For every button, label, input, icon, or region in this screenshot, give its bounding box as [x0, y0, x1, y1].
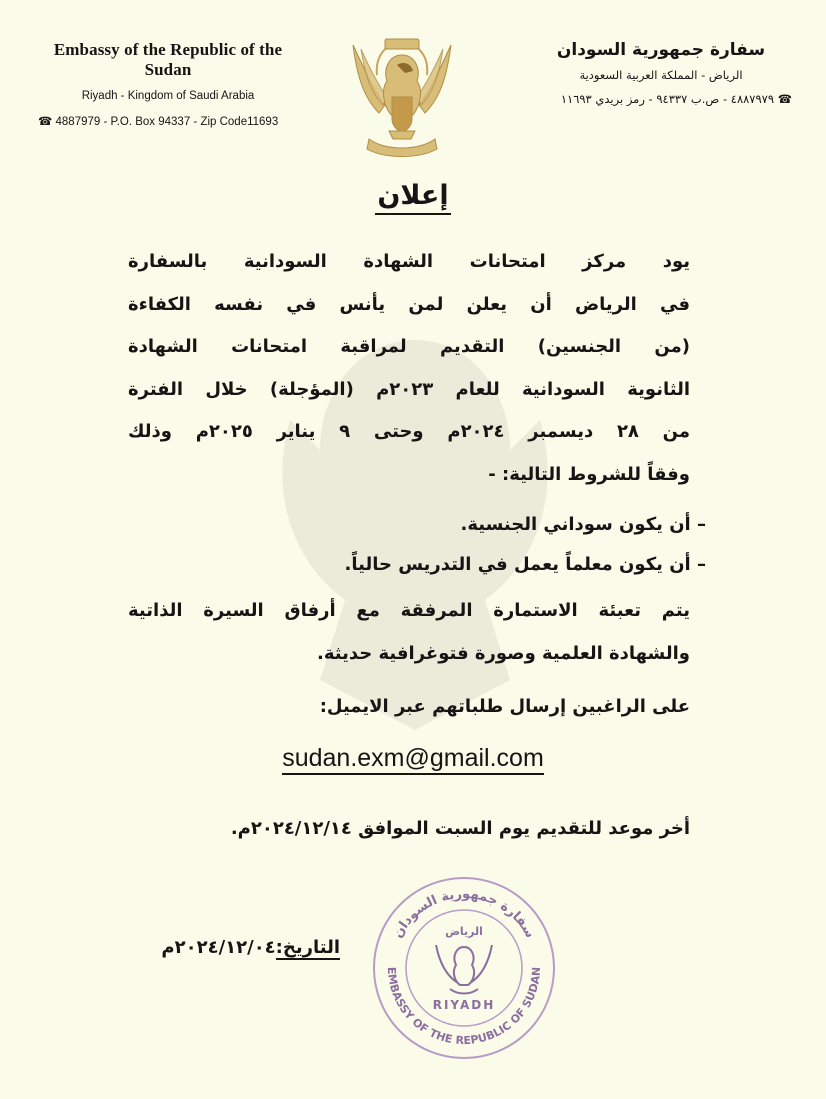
condition-item: – أن يكون سوداني الجنسية. — [460, 514, 706, 535]
announcement-title — [0, 180, 826, 211]
title-text: إعلان — [375, 180, 450, 215]
body-line: يتم تعبئة الاستمارة المرفقة مع أرفاق السيرة الذاتية — [128, 600, 690, 621]
stamp-text-ar: سفارة جمهورية السودان — [390, 886, 538, 941]
deadline-text: أخر موعد للتقديم يوم السبت الموافق ٢٠٢٤/١٢/١٤م. — [230, 818, 690, 839]
email-address[interactable]: sudan.exm@gmail.com — [282, 744, 544, 775]
sudan-emblem-logo — [345, 35, 459, 163]
stamp-city-en: RIYADH — [432, 998, 496, 1012]
embassy-contact-en: ☎ 4887979 - P.O. Box 94337 - Zip Code11693 — [38, 116, 279, 128]
header-arabic — [530, 40, 792, 106]
stamp-city-ar: الرياض — [445, 925, 483, 938]
date-value: ٢٠٢٤/١٢/٠٤م — [161, 937, 276, 958]
announcement-body — [128, 248, 690, 503]
body-line: من ٢٨ ديسمبر ٢٠٢٤م وحتى ٩ يناير ٢٠٢٥م وذلك — [128, 421, 691, 442]
apply-instruction: على الراغبين إرسال طلباتهم عبر الايميل: — [319, 696, 690, 717]
embassy-stamp — [366, 873, 562, 1063]
embassy-name-en: Embassy of the Republic of the Sudan — [53, 40, 283, 79]
body-line: وفقاً للشروط التالية: - — [488, 463, 690, 485]
body-line: الثانوية السودانية للعام ٢٠٢٣م (المؤجلة) خلال الفترة — [128, 378, 690, 400]
date-label: التاريخ: — [275, 937, 340, 958]
conditions-list — [128, 511, 706, 591]
embassy-city-en: Riyadh - Kingdom of Saudi Arabia — [81, 90, 255, 102]
email-line — [0, 744, 826, 773]
embassy-contact-ar: ☎ ٤٨٨٧٩٧٩ - ص.ب ٩٤٣٣٧ - رمز بريدي ١١٦٩٣ — [560, 92, 792, 106]
stamp-text-en: EMBASSY OF THE REPUBLIC OF SUDAN — [384, 966, 544, 1048]
header-english — [38, 40, 298, 128]
embassy-name-ar: سفارة جمهورية السودان — [556, 40, 766, 60]
condition-item: – أن يكون معلماً يعمل في التدريس حالياً. — [344, 554, 706, 575]
stamp-emblem-icon — [436, 945, 492, 994]
body-line: يود مركز امتحانات الشهادة السودانية بالسفارة — [128, 251, 690, 272]
requirements-paragraph — [128, 597, 690, 682]
body-line: (من الجنسين) التقديم لمراقبة امتحانات الشهادة — [128, 336, 690, 357]
body-line: في الرياض أن يعلن لمن يأنس في نفسه الكفاءة — [128, 293, 690, 315]
letter-date — [128, 934, 340, 962]
body-line: والشهادة العلمية وصورة فتوغرافية حديثة. — [317, 642, 690, 664]
embassy-city-ar: الرياض - المملكة العربية السعودية — [579, 68, 743, 82]
